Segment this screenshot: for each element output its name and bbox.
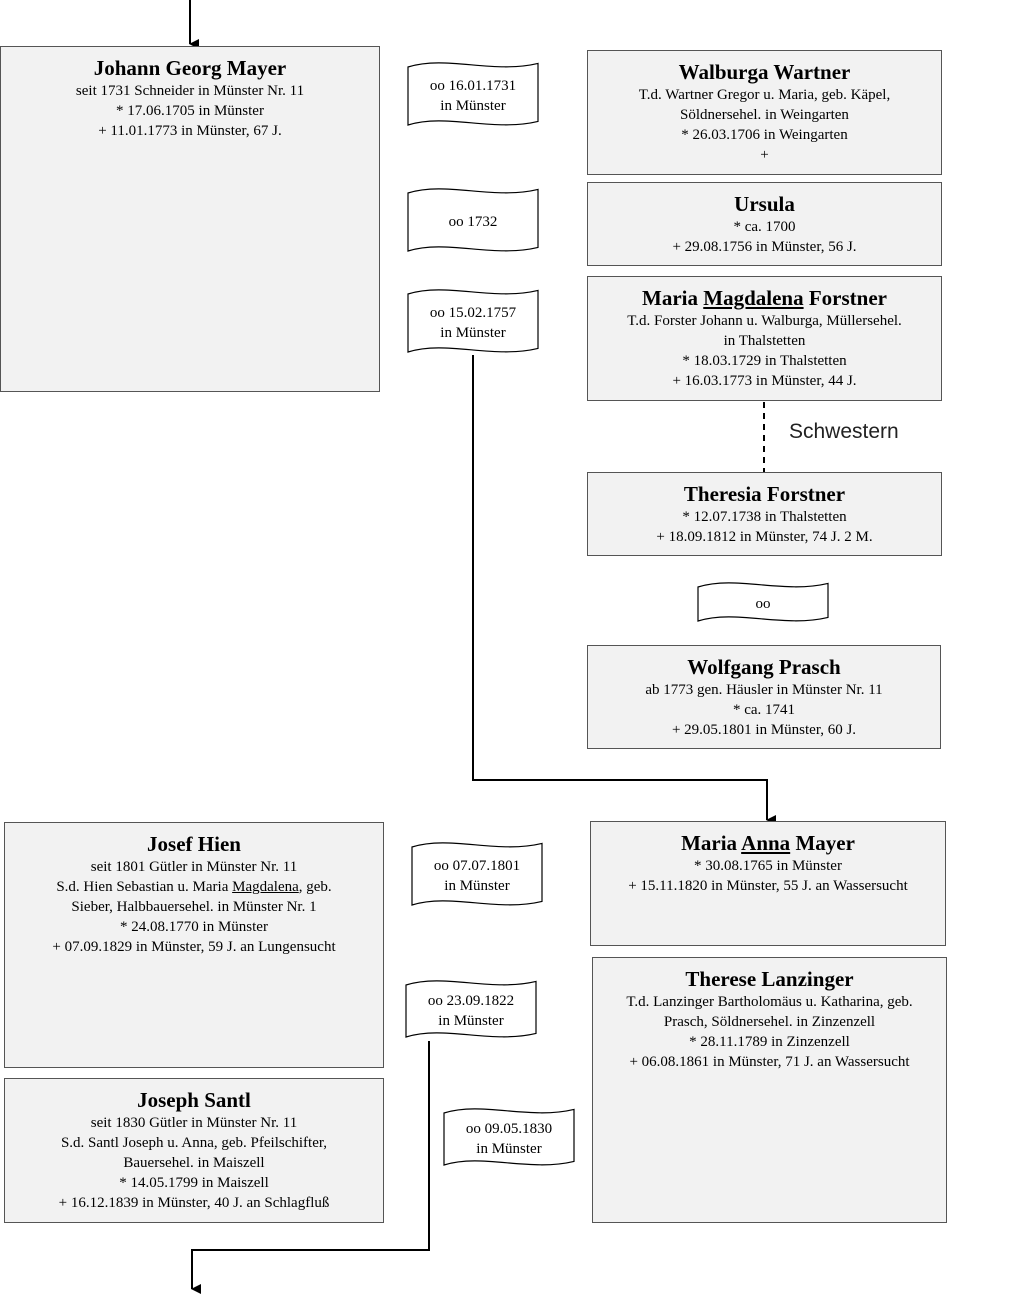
person-name: Josef Hien [147,832,241,856]
person-detail-line: + 06.08.1861 in Münster, 71 J. an Wassersucht [629,1054,910,1070]
person-detail-line: seit 1731 Schneider in Münster Nr. 11 [75,83,305,99]
marriage-text: oo 1732 [448,214,498,230]
person-detail-line: * 28.11.1789 in Zinzenzell [689,1034,850,1050]
person-detail-line: + 15.11.1820 in Münster, 55 J. an Wassersucht [628,878,908,894]
person-detail-line: * 26.03.1706 in Weingarten [681,127,848,143]
person-joseph-santl [4,1078,384,1223]
person-johann-georg-mayer [0,46,380,392]
person-name: Johann Georg Mayer [93,56,287,80]
person-detail-line: seit 1830 Gütler in Münster Nr. 11 [90,1115,298,1131]
marriage-banner-1830 [443,1106,575,1172]
person-detail-line: * 18.03.1729 in Thalstetten [682,353,847,369]
marriage-text: oo 16.01.1731 [429,78,517,94]
person-detail-line: * 17.06.1705 in Münster [116,103,264,119]
person-detail-line: Bauersehel. in Maiszell [123,1155,265,1171]
person-josef-hien [4,822,384,1068]
person-name: Therese Lanzinger [685,967,854,991]
person-detail-line: * 14.05.1799 in Maiszell [119,1175,269,1191]
sisters-note: Schwestern [789,420,899,443]
marriage-text: oo [755,596,771,612]
person-therese-lanzinger [592,957,947,1223]
marriage-text: oo 15.02.1757 [429,305,517,321]
person-detail-line: seit 1801 Gütler in Münster Nr. 11 [90,859,298,875]
marriage-banner-1822 [405,978,537,1044]
person-detail-line: + 18.09.1812 in Münster, 74 J. 2 M. [656,529,873,545]
person-name: Theresia Forstner [683,482,846,506]
marriage-banner-1731 [407,60,539,132]
person-detail-line: * ca. 1741 [732,702,796,718]
person-detail-line: Prasch, Söldnersehel. in Zinzenzell [663,1014,876,1030]
marriage-banner-1801 [411,840,543,912]
person-maria-anna-mayer [590,821,946,946]
person-detail-line: S.d. Santl Joseph u. Anna, geb. Pfeilschifter, [60,1135,328,1151]
person-detail-line: * 24.08.1770 in Münster [120,919,268,935]
person-detail-line: in Thalstetten [723,333,806,349]
person-name: Walburga Wartner [678,60,851,84]
marriage-text: oo 23.09.1822 [427,993,515,1009]
marriage-text: in Münster [444,878,510,894]
person-detail-line: + [760,147,769,163]
person-detail-line: + 07.09.1829 in Münster, 59 J. an Lungensucht [52,939,336,955]
person-detail-line: + 29.05.1801 in Münster, 60 J. [671,722,857,738]
person-wolfgang-prasch [587,645,941,749]
person-name: Maria Anna Mayer [681,831,855,855]
marriage-text: oo 09.05.1830 [465,1121,553,1137]
person-detail-line: S.d. Hien Sebastian u. Maria Magdalena, geb. [56,879,332,895]
person-walburga-wartner [587,50,942,175]
person-maria-magdalena-forstner [587,276,942,401]
person-detail-line: ab 1773 gen. Häusler in Münster Nr. 11 [645,682,883,698]
person-detail-line: + 11.01.1773 in Münster, 67 J. [98,123,282,139]
person-detail-line: + 16.03.1773 in Münster, 44 J. [672,373,857,389]
person-detail-line: * 12.07.1738 in Thalstetten [682,509,847,525]
person-detail-line: T.d. Forster Johann u. Walburga, Müllersehel. [627,313,902,329]
person-detail-line: * ca. 1700 [733,219,796,235]
person-detail-line: Söldnersehel. in Weingarten [680,107,849,123]
person-ursula [587,182,942,266]
person-name: Joseph Santl [137,1088,251,1112]
person-theresia-forstner [587,472,942,556]
marriage-text: in Münster [476,1141,542,1157]
marriage-text: in Münster [438,1013,504,1029]
marriage-banner-1732 [407,186,539,258]
marriage-banner-1757 [407,287,539,359]
marriage-text: in Münster [440,325,506,341]
marriage-text: oo 07.07.1801 [433,858,521,874]
marriage-text: in Münster [440,98,506,114]
person-name: Ursula [734,192,795,216]
person-detail-line: T.d. Wartner Gregor u. Maria, geb. Käpel, [638,87,891,103]
person-name: Maria Magdalena Forstner [642,286,887,310]
person-detail-line: T.d. Lanzinger Bartholomäus u. Katharina, geb. [626,994,913,1010]
marriage-banner-oo [697,580,829,628]
person-detail-line: * 30.08.1765 in Münster [694,858,842,874]
person-detail-line: Sieber, Halbbauersehel. in Münster Nr. 1 [71,899,317,915]
person-detail-line: + 16.12.1839 in Münster, 40 J. an Schlagfluß [58,1195,330,1211]
person-name: Wolfgang Prasch [687,655,841,679]
person-detail-line: + 29.08.1756 in Münster, 56 J. [672,239,857,255]
